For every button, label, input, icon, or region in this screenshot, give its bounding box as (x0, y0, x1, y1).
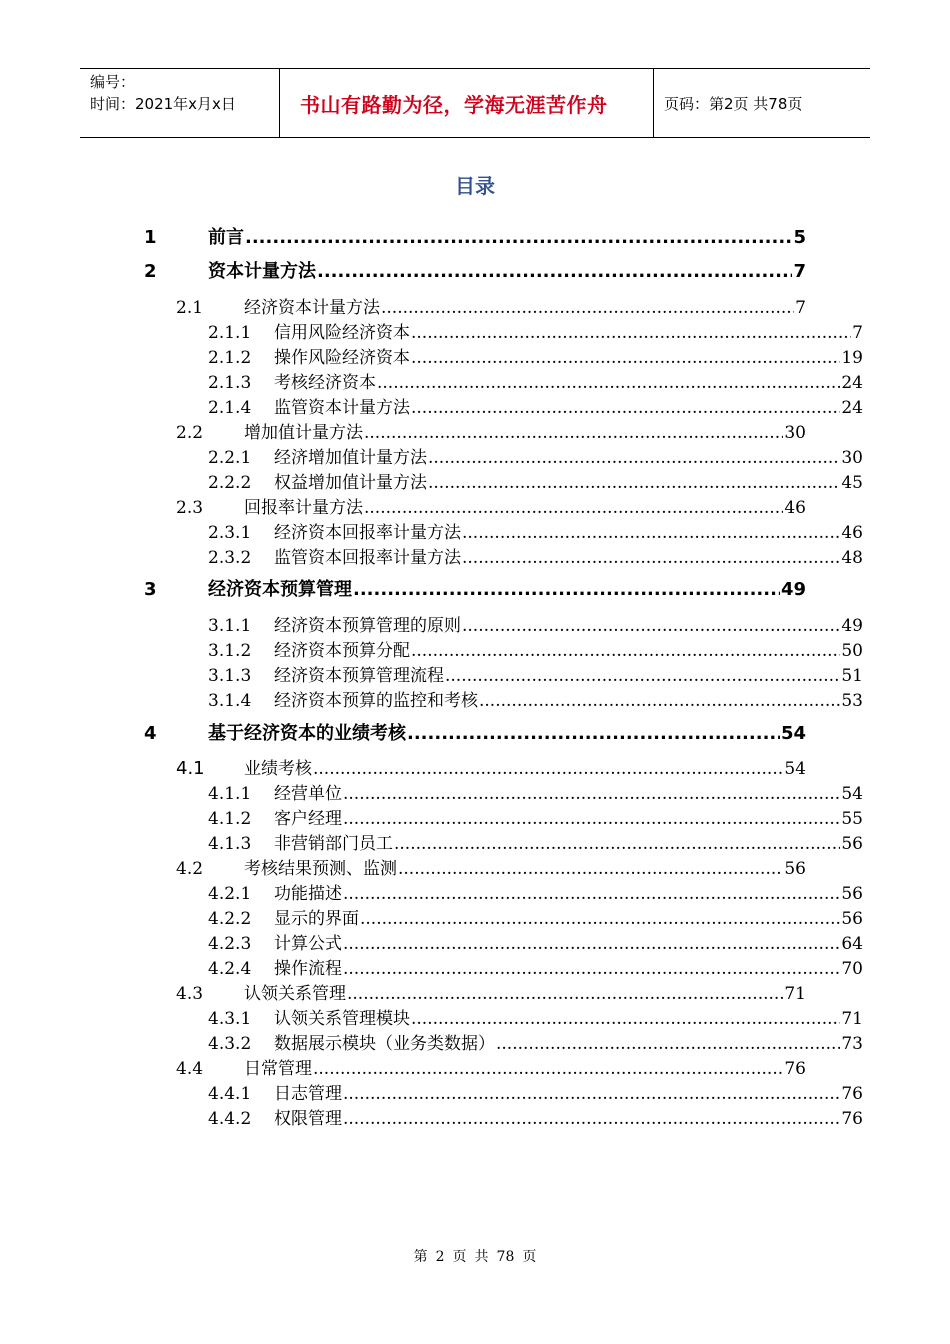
toc-entry-page: 30 (841, 448, 863, 468)
page-header (80, 68, 870, 138)
toc-entry-2-2-1[interactable] (208, 443, 863, 468)
toc-entry-number: 4.2.2 (208, 909, 252, 929)
toc-entry-4-4-2[interactable] (208, 1104, 863, 1129)
footer-text: 页 (522, 1249, 537, 1265)
toc-entry-number: 4.3.2 (208, 1034, 252, 1054)
toc-entry-2-1-1[interactable] (208, 318, 863, 343)
toc-entry-1[interactable] (144, 223, 806, 249)
toc-entry-2-1[interactable] (176, 293, 806, 318)
toc-dot-leader (347, 984, 783, 1004)
toc-entry-number: 2.2.2 (208, 473, 252, 493)
toc-entry-4-3-2[interactable] (208, 1029, 863, 1054)
toc-dot-leader (343, 809, 840, 829)
toc-dot-leader (394, 834, 840, 854)
toc-entry-page: 49 (841, 616, 863, 636)
toc-entry-2-1-2[interactable] (208, 343, 863, 368)
toc-entry-page: 49 (780, 579, 806, 600)
toc-entry-label: 计算公式 (274, 934, 342, 954)
toc-entry-number: 4.2.3 (208, 934, 252, 954)
toc-entry-number: 2.2.1 (208, 448, 252, 468)
toc-entry-page: 46 (841, 523, 863, 543)
toc-entry-label: 增加值计量方法 (244, 423, 363, 443)
toc-entry-page: 54 (780, 723, 806, 744)
toc-entry-number: 3.1.2 (208, 641, 252, 661)
page-footer (0, 1246, 950, 1266)
toc-entry-page: 45 (841, 473, 863, 493)
toc-entry-label: 经济资本回报率计量方法 (274, 523, 461, 543)
toc-entry-page: 19 (841, 348, 863, 368)
toc-entry-page: 56 (841, 834, 863, 854)
toc-entry-number: 2.1.3 (208, 373, 252, 393)
toc-entry-label: 认领关系管理模块 (274, 1009, 410, 1029)
toc-entry-4-2-3[interactable] (208, 929, 863, 954)
toc-entry-number: 4.1.3 (208, 834, 252, 854)
toc-dot-leader (377, 373, 840, 393)
toc-dot-leader (462, 523, 840, 543)
toc-dot-leader (428, 473, 840, 493)
toc-entry-number: 3 (144, 579, 157, 600)
toc-entry-page: 76 (784, 1059, 806, 1079)
toc-entry-label: 权益增加值计量方法 (274, 473, 427, 493)
toc-entry-label: 经济资本预算分配 (274, 641, 410, 661)
toc-entry-number: 4.2.4 (208, 959, 252, 979)
toc-entry-page: 7 (795, 298, 806, 318)
toc-entry-number: 2.3.1 (208, 523, 252, 543)
toc-dot-leader (411, 1009, 840, 1029)
toc-entry-label: 考核经济资本 (274, 373, 376, 393)
toc-entry-label: 监管资本回报率计量方法 (274, 548, 461, 568)
toc-entry-number: 4.2 (176, 859, 204, 879)
toc-entry-page: 70 (841, 959, 863, 979)
toc-entry-number: 2.1.1 (208, 323, 252, 343)
toc-entry-label: 基于经济资本的业绩考核 (208, 723, 406, 744)
toc-entry-4-1-2[interactable] (208, 804, 863, 829)
toc-dot-leader (343, 884, 840, 904)
toc-entry-2-3[interactable] (176, 493, 806, 518)
toc-entry-2-2[interactable] (176, 418, 806, 443)
footer-text: 页 (452, 1249, 467, 1265)
toc-entry-number: 4.3 (176, 984, 204, 1004)
toc-entry-page: 55 (841, 809, 863, 829)
toc-entry-page: 54 (784, 759, 806, 779)
toc-entry-label: 显示的界面 (274, 909, 359, 929)
toc-entry-4-3-1[interactable] (208, 1004, 863, 1029)
toc-entry-number: 4.1 (176, 758, 205, 779)
toc-entry-page: 5 (793, 227, 806, 248)
toc-entry-number: 3.1.1 (208, 616, 252, 636)
toc-dot-leader (343, 784, 840, 804)
toc-dot-leader (343, 934, 840, 954)
toc-dot-leader (411, 323, 851, 343)
toc-entry-4-1-3[interactable] (208, 829, 863, 854)
toc-dot-leader (364, 498, 783, 518)
toc-entry-page: 56 (841, 909, 863, 929)
toc-entry-number: 4.1.2 (208, 809, 252, 829)
toc-dot-leader (313, 1059, 783, 1079)
toc-dot-leader (343, 1109, 840, 1129)
toc-dot-leader (445, 666, 840, 686)
toc-dot-leader (411, 641, 840, 661)
toc-entry-page: 64 (841, 934, 863, 954)
toc-entry-label: 功能描述 (274, 884, 342, 904)
toc-entry-number: 2.1.2 (208, 348, 252, 368)
toc-entry-4-2[interactable] (176, 854, 806, 879)
toc-entry-label: 经济资本预算管理 (208, 579, 352, 600)
toc-entry-2-2-2[interactable] (208, 468, 863, 493)
toc-entry-label: 资本计量方法 (208, 261, 316, 282)
toc-entry-number: 4 (144, 723, 157, 744)
toc-entry-label: 信用风险经济资本 (274, 323, 410, 343)
toc-entry-page: 71 (784, 984, 806, 1004)
toc-entry-4-2-4[interactable] (208, 954, 863, 979)
toc-dot-leader (381, 298, 794, 318)
toc-entry-2-1-3[interactable] (208, 368, 863, 393)
toc-entry-page: 51 (841, 666, 863, 686)
toc-entry-4-1-1[interactable] (208, 779, 863, 804)
code-label: 编号： (90, 73, 136, 91)
toc-entry-3-1-1[interactable] (208, 611, 863, 636)
toc-entry-label: 日常管理 (244, 1059, 312, 1079)
toc-entry-number: 4.2.1 (208, 884, 252, 904)
toc-dot-leader (353, 579, 780, 600)
toc-entry-number: 4.4 (176, 1059, 204, 1079)
toc-entry-number: 3.1.3 (208, 666, 252, 686)
toc-dot-leader (407, 723, 780, 744)
header-left-cell (80, 69, 280, 137)
toc-dot-leader (360, 909, 840, 929)
toc-entry-number: 2.3.2 (208, 548, 252, 568)
toc-entry-number: 4.1.1 (208, 784, 252, 804)
toc-entry-label: 操作流程 (274, 959, 342, 979)
footer-total-pages: 78 (496, 1249, 515, 1265)
toc-entry-number: 4.4.1 (208, 1084, 252, 1104)
footer-text: 第 (413, 1249, 428, 1265)
toc-dot-leader (343, 959, 840, 979)
toc-entry-number: 2 (144, 261, 157, 282)
toc-entry-label: 操作风险经济资本 (274, 348, 410, 368)
toc-dot-leader (411, 398, 840, 418)
toc-dot-leader (364, 423, 783, 443)
toc-entry-number: 4.3.1 (208, 1009, 252, 1029)
toc-entry-label: 监管资本计量方法 (274, 398, 410, 418)
toc-entry-3[interactable] (144, 575, 806, 601)
toc-entry-label: 权限管理 (274, 1109, 342, 1129)
toc-entry-number: 4.4.2 (208, 1109, 252, 1129)
toc-entry-page: 7 (793, 261, 806, 282)
toc-entry-page: 53 (841, 691, 863, 711)
toc-entry-number: 2.1 (176, 298, 204, 318)
toc-entry-page: 71 (841, 1009, 863, 1029)
toc-dot-leader (398, 859, 783, 879)
toc-entry-label: 前言 (208, 227, 244, 248)
footer-text: 共 (474, 1249, 489, 1265)
toc-entry-label: 日志管理 (274, 1084, 342, 1104)
toc-entry-number: 3.1.4 (208, 691, 252, 711)
toc-entry-3-1-2[interactable] (208, 636, 863, 661)
header-motto: 书山有路勤为径，学海无涯苦作舟 (280, 69, 654, 137)
toc-entry-2-1-4[interactable] (208, 393, 863, 418)
toc-entry-label: 经济资本预算管理流程 (274, 666, 444, 686)
toc-entry-page: 48 (841, 548, 863, 568)
toc-entry-label: 认领关系管理 (244, 984, 346, 1004)
toc-entry-page: 24 (841, 398, 863, 418)
toc-entry-page: 46 (784, 498, 806, 518)
toc-dot-leader (411, 348, 840, 368)
toc-entry-label: 经济资本计量方法 (244, 298, 380, 318)
toc-dot-leader (245, 227, 792, 248)
toc-entry-label: 经营单位 (274, 784, 342, 804)
footer-page-number: 2 (435, 1249, 445, 1265)
toc-entry-4-2-2[interactable] (208, 904, 863, 929)
toc-entry-page: 73 (841, 1034, 863, 1054)
header-page-label: 页码：第2页 共78页 (664, 94, 803, 113)
toc-entry-3-1-4[interactable] (208, 686, 863, 711)
toc-entry-2-3-2[interactable] (208, 543, 863, 568)
toc-entry-page: 50 (841, 641, 863, 661)
toc-dot-leader (343, 1084, 840, 1104)
toc-dot-leader (428, 448, 840, 468)
toc-dot-leader (462, 616, 840, 636)
toc-dot-leader (496, 1034, 840, 1054)
toc-entry-2-3-1[interactable] (208, 518, 863, 543)
toc-entry-page: 56 (784, 859, 806, 879)
toc-entry-3-1-3[interactable] (208, 661, 863, 686)
toc-entry-4-2-1[interactable] (208, 879, 863, 904)
toc-dot-leader (462, 548, 840, 568)
toc-entry-label: 非营销部门员工 (274, 834, 393, 854)
toc-entry-number: 2.3 (176, 498, 204, 518)
toc-dot-leader (317, 261, 792, 282)
toc-entry-page: 76 (841, 1109, 863, 1129)
toc-entry-label: 数据展示模块（业务类数据） (274, 1034, 495, 1054)
toc-dot-leader (479, 691, 840, 711)
toc-entry-page: 54 (841, 784, 863, 804)
toc-entry-4[interactable] (144, 719, 806, 745)
toc-entry-number: 1 (144, 227, 157, 248)
toc-entry-label: 回报率计量方法 (244, 498, 363, 518)
toc-entry-label: 客户经理 (274, 809, 342, 829)
toc-entry-label: 业绩考核 (244, 759, 312, 779)
toc-entry-number: 2.1.4 (208, 398, 252, 418)
toc-entry-page: 30 (784, 423, 806, 443)
toc-entry-label: 经济增加值计量方法 (274, 448, 427, 468)
toc-entry-2[interactable] (144, 257, 806, 283)
toc-entry-page: 76 (841, 1084, 863, 1104)
toc-entry-4-1[interactable] (176, 754, 806, 779)
toc-entry-page: 7 (852, 323, 863, 343)
toc-entry-4-4[interactable] (176, 1054, 806, 1079)
toc-entry-page: 24 (841, 373, 863, 393)
toc-entry-4-3[interactable] (176, 979, 806, 1004)
date-label: 时间：2021年x月x日 (90, 95, 236, 113)
toc-dot-leader (313, 759, 783, 779)
toc-title: 目录 (455, 174, 495, 198)
toc-entry-label: 经济资本预算管理的原则 (274, 616, 461, 636)
toc-entry-label: 考核结果预测、监测 (244, 859, 397, 879)
toc-entry-page: 56 (841, 884, 863, 904)
toc-entry-4-4-1[interactable] (208, 1079, 863, 1104)
toc-entry-label: 经济资本预算的监控和考核 (274, 691, 478, 711)
toc-entry-number: 2.2 (176, 423, 204, 443)
